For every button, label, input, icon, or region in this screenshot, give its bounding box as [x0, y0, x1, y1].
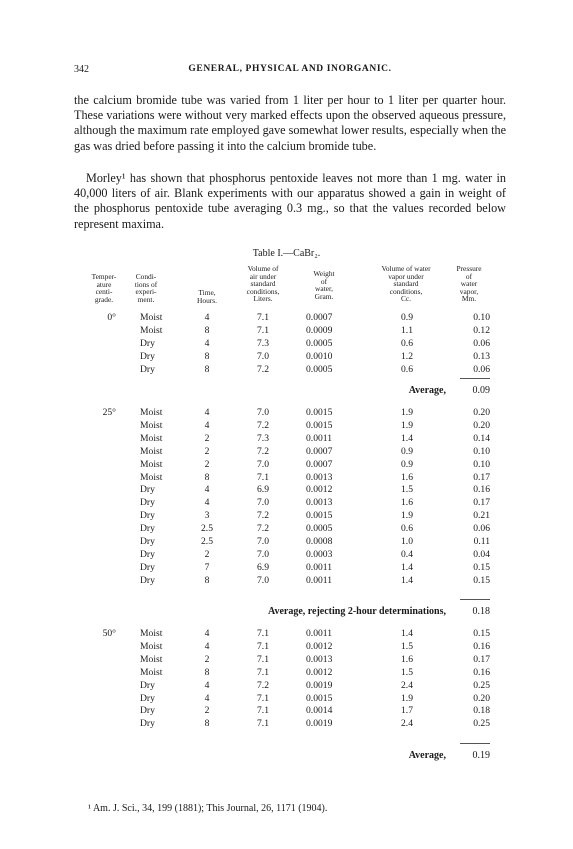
- time-cell: 2: [204, 445, 210, 457]
- pressure-cell: 0.12: [473, 324, 490, 336]
- condition-cell: Dry: [140, 523, 155, 535]
- pressure-cell: 0.16: [473, 666, 490, 678]
- vapor-volume-cell: 2.4: [401, 679, 413, 691]
- volume-cell: 7.2: [257, 419, 269, 431]
- time-cell: 8: [204, 363, 210, 375]
- column-header-vap: [368, 265, 444, 303]
- vapor-volume-cell: 1.7: [401, 705, 413, 717]
- column-header-line: water,: [315, 284, 333, 294]
- vapor-volume-cell: 1.2: [401, 350, 413, 362]
- pressure-cell: 0.16: [473, 640, 490, 652]
- condition-cell: Moist: [140, 628, 163, 639]
- column-header-pres: [446, 265, 492, 303]
- volume-cell: 7.1: [257, 312, 269, 323]
- average-label: Average,: [408, 385, 446, 396]
- pressure-cell: 0.16: [473, 484, 490, 496]
- condition-cell: Dry: [140, 718, 155, 730]
- vapor-volume-cell: 0.9: [401, 445, 413, 457]
- weight-cell: 0.0005: [306, 363, 333, 375]
- volume-cell: 7.1: [257, 471, 269, 483]
- average-rule: [460, 378, 490, 379]
- volume-cell: 7.0: [257, 350, 269, 362]
- vapor-volume-cell: 1.5: [401, 484, 413, 496]
- pressure-cell: 0.21: [473, 510, 490, 522]
- pressure-cell: 0.13: [473, 350, 490, 362]
- vapor-volume-cell: 1.5: [401, 640, 413, 652]
- weight-cell: 0.0015: [306, 692, 333, 704]
- pressure-cell: 0.15: [473, 561, 490, 573]
- time-cell: 4: [204, 692, 210, 704]
- column-header-line: Temper-: [91, 272, 117, 281]
- volume-cell: 7.2: [257, 679, 269, 691]
- volume-cell: 7.0: [257, 574, 269, 586]
- time-cell: 2: [204, 548, 210, 560]
- weight-cell: 0.0003: [306, 548, 333, 560]
- volume-cell: 7.1: [257, 640, 269, 652]
- time-cell: 8: [204, 666, 210, 678]
- time-cell: 4: [204, 628, 210, 639]
- volume-cell: 7.0: [257, 497, 269, 509]
- pressure-cell: 0.17: [473, 653, 490, 665]
- time-cell: 4: [204, 679, 210, 691]
- vapor-volume-cell: 1.9: [401, 692, 413, 704]
- volume-cell: 7.1: [257, 692, 269, 704]
- pressure-cell: 0.14: [473, 432, 490, 444]
- condition-cell: Dry: [140, 497, 155, 509]
- time-cell: 2.5: [201, 536, 213, 547]
- paragraph-1: the calcium bromide tube was varied from 1 liter per hour to 1 liter per quarter hour. These variations were without very marked effects upon the observed aqueous pressure, although the maximum rate employed gave somewhat lower results, especially when the gas was dried before passing it into the calcium bromide tube.: [74, 93, 506, 153]
- temperature-cell: 25°: [102, 407, 116, 418]
- column-header-time: [184, 289, 230, 304]
- time-cell: 4: [204, 497, 210, 509]
- condition-cell: Moist: [140, 324, 163, 336]
- volume-cell: 7.0: [257, 536, 269, 547]
- vapor-volume-cell: 1.9: [401, 419, 413, 431]
- weight-cell: 0.0007: [306, 445, 333, 457]
- paragraph-2: Morley¹ has shown that phosphorus pentoxide leaves not more than 1 mg. water in 40,000 liters of air. Blank experiments with our apparatus showed a gain in weight of the phosphorus pentoxide tube averaging 0.3 mg., so that the values recorded below represent maxima.: [74, 171, 506, 231]
- condition-cell: Moist: [140, 653, 163, 665]
- volume-cell: 7.0: [257, 548, 269, 560]
- time-cell: 2.5: [201, 523, 213, 535]
- column-header-line: water: [460, 279, 478, 289]
- condition-cell: Moist: [140, 312, 163, 323]
- column-header-line: ature: [96, 279, 112, 289]
- vapor-volume-cell: 1.6: [401, 497, 413, 509]
- pressure-cell: 0.11: [473, 536, 490, 547]
- volume-cell: 7.1: [257, 666, 269, 678]
- condition-cell: Dry: [140, 484, 155, 496]
- pressure-cell: 0.10: [473, 445, 490, 457]
- volume-cell: 7.2: [257, 523, 269, 535]
- pressure-cell: 0.10: [473, 458, 490, 470]
- condition-cell: Dry: [140, 363, 155, 375]
- column-header-line: vapor,: [459, 286, 479, 296]
- column-header-line: tions of: [134, 279, 158, 289]
- pressure-cell: 0.15: [473, 628, 490, 639]
- weight-cell: 0.0015: [306, 419, 333, 431]
- vapor-volume-cell: 1.0: [401, 536, 413, 547]
- column-header-line: grade.: [94, 294, 114, 304]
- vapor-volume-cell: 1.4: [401, 561, 413, 573]
- temperature-cell: 50°: [102, 628, 116, 639]
- weight-cell: 0.0015: [306, 510, 333, 522]
- vapor-volume-cell: 1.5: [401, 666, 413, 678]
- column-header-line: Gram.: [314, 291, 334, 301]
- weight-cell: 0.0013: [306, 653, 333, 665]
- volume-cell: 7.3: [257, 432, 269, 444]
- column-header-line: centi-: [95, 287, 113, 297]
- average-value: 0.19: [472, 750, 490, 761]
- average-value: 0.18: [472, 606, 490, 617]
- vapor-volume-cell: 2.4: [401, 718, 413, 730]
- weight-cell: 0.0008: [306, 536, 333, 547]
- pressure-cell: 0.10: [473, 312, 490, 323]
- weight-cell: 0.0011: [306, 561, 333, 573]
- volume-cell: 7.1: [257, 324, 269, 336]
- weight-cell: 0.0013: [306, 497, 333, 509]
- vapor-volume-cell: 1.9: [401, 510, 413, 522]
- vapor-volume-cell: 1.4: [401, 432, 413, 444]
- column-header-line: air under: [249, 271, 277, 281]
- volume-cell: 7.1: [257, 718, 269, 730]
- pressure-cell: 0.20: [473, 692, 490, 704]
- average-label: Average, rejecting 2-hour determinations,: [267, 606, 446, 617]
- average-rule: [460, 599, 490, 600]
- time-cell: 4: [204, 484, 210, 496]
- vapor-volume-cell: 0.9: [401, 312, 413, 323]
- pressure-cell: 0.17: [473, 471, 490, 483]
- vapor-volume-cell: 0.6: [401, 523, 413, 535]
- weight-cell: 0.0010: [306, 350, 333, 362]
- condition-cell: Dry: [140, 679, 155, 691]
- time-cell: 4: [204, 640, 210, 652]
- condition-cell: Moist: [140, 432, 163, 444]
- volume-cell: 6.9: [257, 561, 269, 573]
- column-header-temp: [86, 273, 122, 303]
- column-header-line: conditions,: [389, 286, 423, 296]
- weight-cell: 0.0019: [306, 679, 333, 691]
- vapor-volume-cell: 1.9: [401, 407, 413, 418]
- table-title: Table I.—CaBr₂.: [252, 248, 321, 259]
- column-header-line: experi-: [135, 287, 157, 297]
- weight-cell: 0.0007: [306, 312, 333, 323]
- weight-cell: 0.0012: [306, 640, 333, 652]
- condition-cell: Dry: [140, 705, 155, 717]
- column-header-vol: [238, 265, 288, 303]
- pressure-cell: 0.15: [473, 574, 490, 586]
- pressure-cell: 0.06: [473, 337, 490, 349]
- condition-cell: Dry: [140, 692, 155, 704]
- time-cell: 8: [204, 350, 210, 362]
- weight-cell: 0.0011: [306, 628, 333, 639]
- pressure-cell: 0.20: [473, 419, 490, 431]
- time-cell: 4: [204, 337, 210, 349]
- condition-cell: Moist: [140, 666, 163, 678]
- condition-cell: Moist: [140, 471, 163, 483]
- condition-cell: Dry: [140, 337, 155, 349]
- vapor-volume-cell: 1.1: [401, 324, 413, 336]
- vapor-volume-cell: 1.6: [401, 653, 413, 665]
- weight-cell: 0.0011: [306, 432, 333, 444]
- volume-cell: 7.2: [257, 510, 269, 522]
- weight-cell: 0.0015: [306, 407, 333, 418]
- volume-cell: 7.1: [257, 705, 269, 717]
- volume-cell: 7.1: [257, 653, 269, 665]
- running-title: GENERAL, PHYSICAL AND INORGANIC.: [188, 64, 392, 74]
- weight-cell: 0.0012: [306, 484, 333, 496]
- column-header-line: Condi-: [135, 272, 157, 281]
- volume-cell: 7.1: [257, 628, 269, 639]
- volume-cell: 7.2: [257, 445, 269, 457]
- weight-cell: 0.0011: [306, 574, 333, 586]
- time-cell: 8: [204, 471, 210, 483]
- column-header-line: Hours.: [197, 295, 217, 305]
- weight-cell: 0.0009: [306, 324, 333, 336]
- time-cell: 8: [204, 324, 210, 336]
- condition-cell: Dry: [140, 561, 155, 573]
- weight-cell: 0.0012: [306, 666, 333, 678]
- condition-cell: Moist: [140, 419, 163, 431]
- column-header-wt: [300, 270, 348, 300]
- vapor-volume-cell: 1.6: [401, 471, 413, 483]
- temperature-cell: 0°: [107, 312, 116, 323]
- column-header-line: standard: [393, 279, 419, 289]
- running-header: [74, 64, 506, 78]
- time-cell: 3: [204, 510, 210, 522]
- pressure-cell: 0.04: [473, 548, 490, 560]
- pressure-cell: 0.25: [473, 718, 490, 730]
- time-cell: 4: [204, 419, 210, 431]
- time-cell: 2: [204, 653, 210, 665]
- column-header-line: Pressure: [456, 264, 482, 273]
- vapor-volume-cell: 0.4: [401, 548, 413, 560]
- pressure-cell: 0.17: [473, 497, 490, 509]
- page-number: 342: [74, 64, 89, 75]
- column-header-line: Volume of water: [381, 264, 431, 273]
- condition-cell: Moist: [140, 458, 163, 470]
- volume-cell: 7.0: [257, 458, 269, 470]
- time-cell: 2: [204, 458, 210, 470]
- time-cell: 4: [204, 407, 210, 418]
- column-header-line: Liters.: [253, 294, 273, 304]
- volume-cell: 7.3: [257, 337, 269, 349]
- column-header-line: Weight: [313, 269, 335, 278]
- weight-cell: 0.0007: [306, 458, 333, 470]
- volume-cell: 7.2: [257, 363, 269, 375]
- column-header-line: Cc.: [400, 294, 412, 304]
- time-cell: 8: [204, 574, 210, 586]
- vapor-volume-cell: 0.6: [401, 363, 413, 375]
- condition-cell: Dry: [140, 574, 155, 586]
- volume-cell: 6.9: [257, 484, 269, 496]
- condition-cell: Dry: [140, 350, 155, 362]
- pressure-cell: 0.18: [473, 705, 490, 717]
- condition-cell: Dry: [140, 548, 155, 560]
- average-label: Average,: [408, 750, 446, 761]
- condition-cell: Moist: [140, 640, 163, 652]
- column-header-line: vapor under: [388, 271, 424, 281]
- time-cell: 2: [204, 432, 210, 444]
- condition-cell: Dry: [140, 536, 155, 547]
- column-header-line: Mm.: [461, 294, 477, 304]
- column-header-line: Volume of: [247, 264, 279, 273]
- column-header-line: standard: [250, 279, 276, 289]
- weight-cell: 0.0013: [306, 471, 333, 483]
- time-cell: 8: [204, 718, 210, 730]
- condition-cell: Moist: [140, 407, 163, 418]
- vapor-volume-cell: 0.6: [401, 337, 413, 349]
- condition-cell: Moist: [140, 445, 163, 457]
- vapor-volume-cell: 1.4: [401, 574, 413, 586]
- footnote: ¹ Am. J. Sci., 34, 199 (1881); This Journal, 26, 1171 (1904).: [88, 803, 328, 814]
- pressure-cell: 0.06: [473, 523, 490, 535]
- column-header-line: conditions,: [246, 286, 280, 296]
- vapor-volume-cell: 0.9: [401, 458, 413, 470]
- weight-cell: 0.0014: [306, 705, 333, 717]
- time-cell: 7: [204, 561, 210, 573]
- average-rule: [460, 743, 490, 744]
- weight-cell: 0.0019: [306, 718, 333, 730]
- column-header-line: of: [320, 276, 328, 286]
- pressure-cell: 0.20: [473, 407, 490, 418]
- time-cell: 4: [204, 312, 210, 323]
- vapor-volume-cell: 1.4: [401, 628, 413, 639]
- pressure-cell: 0.25: [473, 679, 490, 691]
- average-value: 0.09: [472, 385, 490, 396]
- pressure-cell: 0.06: [473, 363, 490, 375]
- weight-cell: 0.0005: [306, 523, 333, 535]
- time-cell: 2: [204, 705, 210, 717]
- column-header-line: ment.: [137, 294, 155, 304]
- column-header-cond: [126, 273, 166, 303]
- volume-cell: 7.0: [257, 407, 269, 418]
- column-header-line: of: [465, 271, 473, 281]
- condition-cell: Dry: [140, 510, 155, 522]
- weight-cell: 0.0005: [306, 337, 333, 349]
- column-header-line: Time,: [198, 288, 216, 297]
